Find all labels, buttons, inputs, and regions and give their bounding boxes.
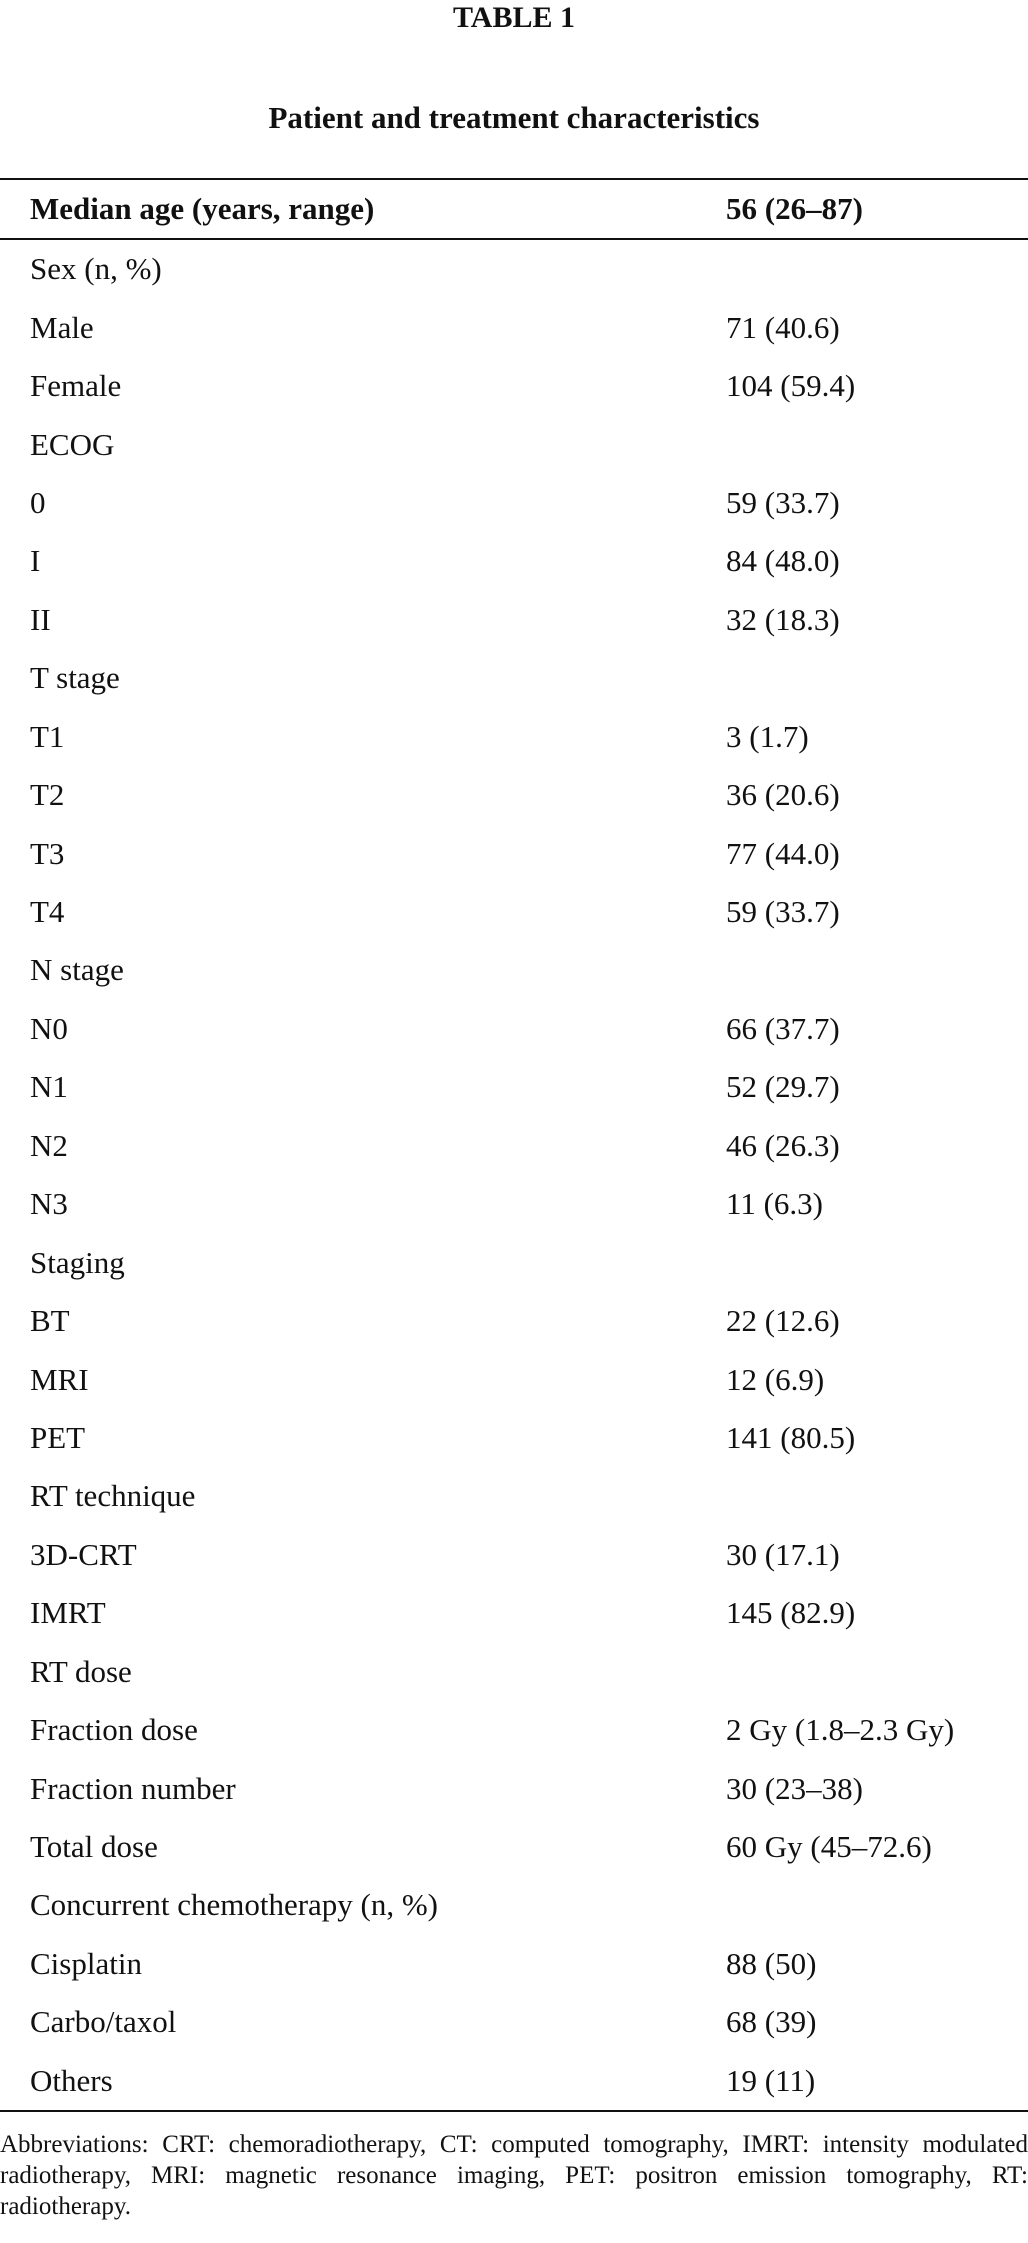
row-value: 12 (6.9) [726,1361,825,1397]
row-value: 104 (59.4) [726,368,856,404]
row-label: RT dose [30,1653,132,1689]
row-label: 0 [30,484,46,520]
row-label: Female [30,368,122,404]
row-label: T2 [30,777,65,813]
table-row [0,824,1028,882]
table-body [0,240,1028,2110]
row-label: T stage [30,660,120,696]
row-label: II [30,601,51,637]
characteristics-table [0,178,1028,2112]
table-row [0,1876,1028,1934]
table-row [0,1233,1028,1291]
row-value: 19 (11) [726,2062,816,2098]
row-label: Others [30,2062,113,2098]
row-value: 30 (17.1) [726,1536,840,1572]
table-row [0,532,1028,590]
table-row [0,591,1028,649]
row-label: 3D-CRT [30,1536,137,1572]
row-value: 88 (50) [726,1945,817,1981]
table-row [0,298,1028,356]
row-label: N1 [30,1069,68,1105]
table-row [0,1584,1028,1642]
table-row [0,1175,1028,1233]
row-label: T4 [30,894,65,930]
table-row [0,649,1028,707]
row-value: 77 (44.0) [726,835,840,871]
row-value: 32 (18.3) [726,601,840,637]
table-row [0,1759,1028,1817]
row-label: N stage [30,952,124,988]
row-value: 46 (26.3) [726,1127,840,1163]
row-label: Staging [30,1244,125,1280]
row-value: 71 (40.6) [726,309,840,345]
row-value: 141 (80.5) [726,1419,856,1455]
row-value: 59 (33.7) [726,894,840,930]
row-label: Cisplatin [30,1945,142,1981]
table-row [0,1117,1028,1175]
table-row [0,708,1028,766]
table-row [0,1292,1028,1350]
table-row [0,240,1028,298]
row-value: 36 (20.6) [726,777,840,813]
row-label: Carbo/taxol [30,2004,177,2040]
row-value: 68 (39) [726,2004,817,2040]
row-label: PET [30,1419,86,1455]
row-label: N3 [30,1186,68,1222]
table-row [0,1058,1028,1116]
table-row [0,1526,1028,1584]
table-caption: Patient and treatment characteristics [268,100,760,135]
row-value: 30 (23–38) [726,1770,863,1806]
row-value: 22 (12.6) [726,1303,840,1339]
row-label: N0 [30,1010,68,1046]
table-row [0,766,1028,824]
row-value: 145 (82.9) [726,1595,856,1631]
row-value: 60 Gy (45–72.6) [726,1829,932,1865]
row-label: Fraction dose [30,1712,198,1748]
table-row [0,941,1028,999]
row-label: Total dose [30,1829,158,1865]
row-label: ECOG [30,426,115,462]
header-value: 56 (26–87) [726,191,863,226]
table-row [0,1467,1028,1525]
row-value: 59 (33.7) [726,484,840,520]
table-row [0,1350,1028,1408]
row-label: N2 [30,1127,68,1163]
table-label: TABLE 1 [453,1,575,34]
row-label: BT [30,1303,70,1339]
row-label: IMRT [30,1595,106,1631]
table-header-row [0,180,1028,240]
table-row [0,2052,1028,2110]
row-label: Fraction number [30,1770,236,1806]
table-row [0,1409,1028,1467]
row-value: 84 (48.0) [726,543,840,579]
table-footnote: Abbreviations: CRT: chemoradiotherapy, CT: computed tomography, IMRT: intensity modulated radiotherapy, MRI: magnetic resonance imaging, PET: positron emission tomography, RT: radiotherapy. [0,2131,1028,2220]
table-row [0,883,1028,941]
row-label: MRI [30,1361,89,1397]
row-label: T1 [30,718,65,754]
row-label: Concurrent chemotherapy (n, %) [30,1887,439,1923]
row-value: 3 (1.7) [726,718,809,754]
table-row [0,415,1028,473]
row-label: Male [30,309,94,345]
row-value: 52 (29.7) [726,1069,840,1105]
header-label: Median age (years, range) [30,191,375,226]
table-row [0,1993,1028,2051]
table-row [0,1000,1028,1058]
row-label: T3 [30,835,65,871]
row-label: Sex (n, %) [30,251,162,287]
table-row [0,1935,1028,1993]
row-label: I [30,543,41,579]
table-row [0,357,1028,415]
table-row [0,474,1028,532]
table-row [0,1643,1028,1701]
table-row [0,1701,1028,1759]
table-row [0,1818,1028,1876]
row-value: 11 (6.3) [726,1186,823,1222]
row-value: 66 (37.7) [726,1010,840,1046]
row-value: 2 Gy (1.8–2.3 Gy) [726,1712,955,1748]
row-label: RT technique [30,1478,196,1514]
